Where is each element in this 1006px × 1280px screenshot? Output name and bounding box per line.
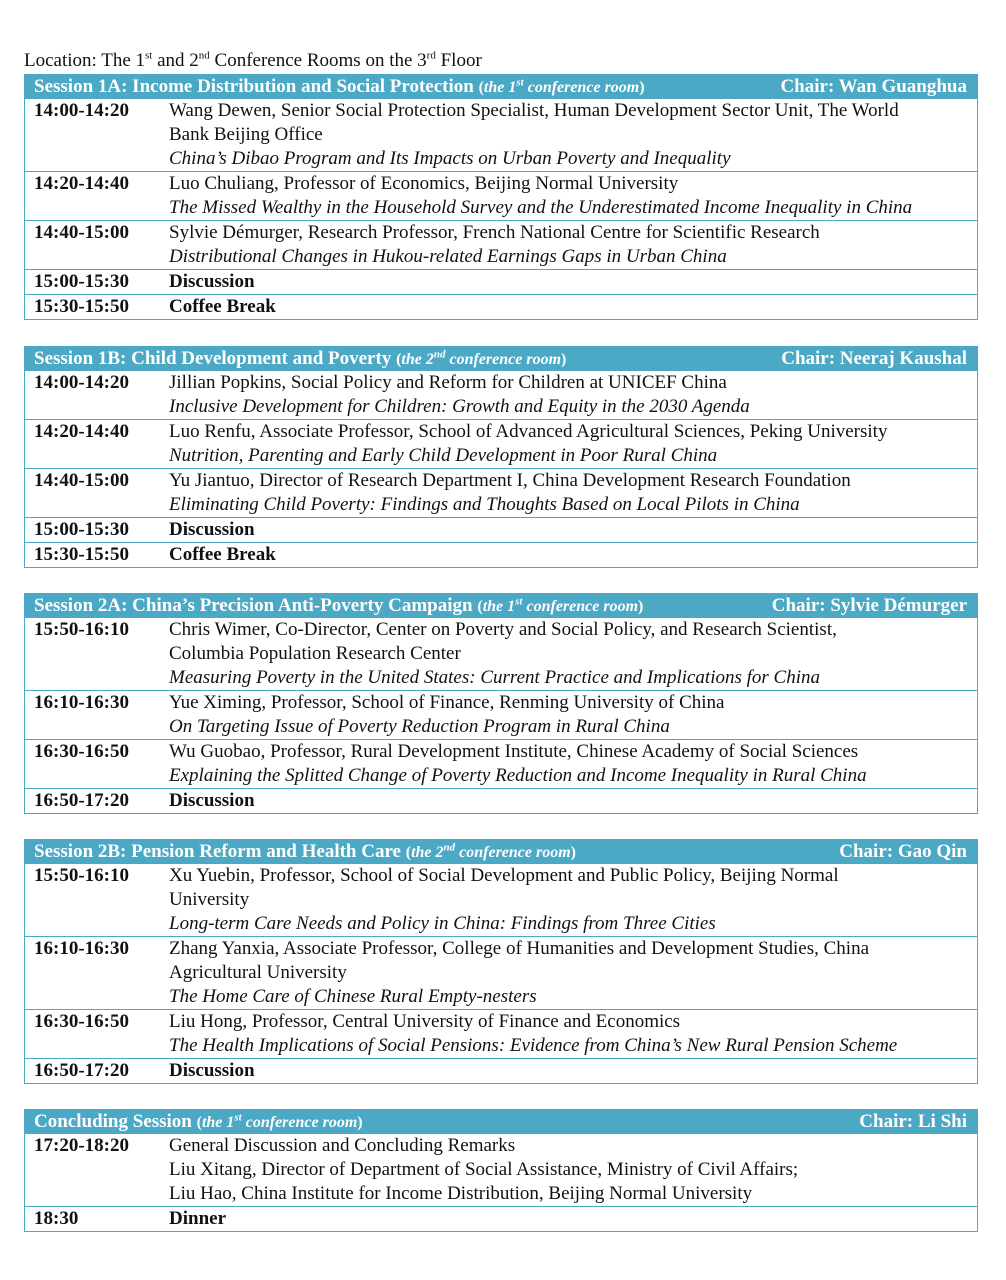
speaker-line: Luo Chuliang, Professor of Economics, Beijing Normal University [169,173,679,194]
location-text: Location: The 1 [24,50,146,71]
agenda-content [169,618,977,690]
paren: ( [477,598,483,615]
talk-title: Explaining the Splitted Change of Poverty Reduction and Income Inequality in Rural China [169,765,867,786]
agenda-time: 16:10-16:30 [34,938,129,959]
talk-title: Distributional Changes in Hukou-related Earnings Gaps in Urban China [169,246,727,267]
room-text: the 2 [411,844,444,861]
speaker-line: Agricultural University [169,962,347,983]
room-text: conference room [241,1114,358,1131]
location-text: and 2 [152,50,199,71]
agenda-row [25,171,977,220]
talk-title: The Health Implications of Social Pensions: Evidence from China’s New Rural Pension Scheme [169,1035,898,1056]
speaker-line: Columbia Population Research Center [169,643,461,664]
agenda-content [169,1010,977,1058]
location-text: Floor [435,50,482,71]
room-text: the 1 [482,598,516,615]
agenda-row [25,1009,977,1058]
agenda-time: 16:50-17:20 [34,790,129,811]
speaker-line: Liu Hao, China Institute for Income Distribution, Beijing Normal University [169,1183,753,1204]
paren: ) [561,351,567,368]
session-header [25,840,977,864]
agenda-time: 14:00-14:20 [34,100,129,121]
agenda-row [25,739,977,788]
agenda-row [25,220,977,269]
speaker-line: Zhang Yanxia, Associate Professor, College of Humanities and Development Studies, China [169,938,870,959]
room-text: conference room [523,79,640,96]
speaker-line: Liu Hong, Professor, Central University of Finance and Economics [169,1011,681,1032]
location-sup: rd [426,49,436,62]
session-title: Session 2A: China’s Precision Anti-Poverty Campaign [34,595,473,616]
agenda-item: Coffee Break [169,296,276,317]
talk-title: On Targeting Issue of Poverty Reduction Program in Rural China [169,716,670,737]
agenda-content [169,937,977,1009]
room-sup: nd [433,348,446,361]
agenda-time: 14:20-14:40 [34,421,129,442]
speaker-line: Sylvie Démurger, Research Professor, French National Centre for Scientific Research [169,222,820,243]
agenda-time: 15:00-15:30 [34,271,129,292]
agenda-content [169,1207,977,1231]
paren: ) [570,844,576,861]
agenda-item: Discussion [169,1060,255,1081]
agenda-row [25,1058,977,1083]
room-text: the 2 [401,351,434,368]
agenda-row [25,690,977,739]
agenda-content [169,518,977,542]
session-title: Session 1A: Income Distribution and Social Protection [34,76,474,97]
speaker-line: Luo Renfu, Associate Professor, School of Advanced Agricultural Sciences, Peking University [169,421,888,442]
agenda-time: 18:30 [34,1208,79,1229]
agenda-content [169,270,977,294]
speaker-line: Yu Jiantuo, Director of Research Department I, China Development Research Foundation [169,470,851,491]
speaker-line: Xu Yuebin, Professor, School of Social Development and Public Policy, Beijing Normal [169,865,839,886]
agenda-row [25,294,977,319]
agenda-row [25,269,977,294]
paren: ( [396,351,402,368]
agenda-content [169,172,977,220]
agenda-time: 16:30-16:50 [34,741,129,762]
agenda-item: Discussion [169,271,255,292]
agenda-time: 14:20-14:40 [34,173,129,194]
session-table [24,346,978,568]
room-text: conference room [455,844,571,861]
agenda-time: 15:30-15:50 [34,296,129,317]
agenda-item: Discussion [169,790,255,811]
session-title: Session 2B: Pension Reform and Health Care [34,841,401,862]
speaker-line: Wang Dewen, Senior Social Protection Specialist, Human Development Sector Unit, The World [169,100,899,121]
agenda-time: 14:40-15:00 [34,222,129,243]
agenda-row [25,371,977,419]
session-room [401,348,562,368]
location-line [24,50,482,72]
agenda-row [25,618,977,690]
agenda-content [169,221,977,269]
speaker-line: Bank Beijing Office [169,124,323,145]
room-sup: nd [443,841,456,854]
paren: ( [196,1114,202,1131]
agenda-row [25,99,977,171]
paren: ) [639,79,645,96]
agenda-content [169,420,977,468]
session-header [25,1110,977,1134]
agenda-row [25,936,977,1009]
agenda-content [169,1059,977,1083]
agenda-row [25,419,977,468]
speaker-line: General Discussion and Concluding Remarks [169,1135,516,1156]
speaker-line: University [169,889,250,910]
room-text: the 1 [201,1114,235,1131]
agenda-row [25,788,977,813]
room-text: conference room [522,598,639,615]
agenda-row [25,468,977,517]
session-title-group [34,594,643,619]
talk-title: Measuring Poverty in the United States: Current Practice and Implications for China [169,667,821,688]
session-room [483,76,640,96]
agenda-time: 14:00-14:20 [34,372,129,393]
agenda-time: 15:50-16:10 [34,619,129,640]
agenda-item: Discussion [169,519,255,540]
agenda-time: 17:20-18:20 [34,1135,129,1156]
agenda-time: 15:50-16:10 [34,865,129,886]
session-table [24,593,978,814]
room-text: the 1 [483,79,517,96]
room-text: conference room [445,351,562,368]
agenda-content [169,691,977,739]
paren: ( [478,79,484,96]
agenda-time: 15:00-15:30 [34,519,129,540]
session-chair: Chair: Gao Qin [839,841,967,862]
agenda-content [169,789,977,813]
paren: ( [405,844,412,861]
location-sup: nd [198,49,210,62]
session-header [25,594,977,618]
agenda-content [169,371,977,419]
location-sup: st [145,49,153,62]
session-table [24,839,978,1084]
talk-title: The Missed Wealthy in the Household Survey and the Underestimated Income Inequality in China [169,197,913,218]
agenda-item: Dinner [169,1208,226,1229]
agenda-content [169,740,977,788]
session-chair: Chair: Neeraj Kaushal [781,348,967,369]
paren: ) [357,1114,363,1131]
session-title-group [34,75,645,100]
talk-title: Inclusive Development for Children: Growth and Equity in the 2030 Agenda [169,396,750,417]
speaker-line: Chris Wimer, Co-Director, Center on Poverty and Social Policy, and Research Scientist, [169,619,837,640]
agenda-time: 14:40-15:00 [34,470,129,491]
agenda-content [169,99,977,171]
agenda-time: 16:10-16:30 [34,692,129,713]
speaker-line: Jillian Popkins, Social Policy and Reform for Children at UNICEF China [169,372,727,393]
paren: ) [638,598,644,615]
room-sup: st [515,595,523,608]
talk-title: China’s Dibao Program and Its Impacts on Urban Poverty and Inequality [169,148,731,169]
agenda-row [25,517,977,542]
agenda-row [25,1134,977,1206]
agenda-time: 15:30-15:50 [34,544,129,565]
agenda-item: Coffee Break [169,544,276,565]
session-chair: Chair: Sylvie Démurger [771,595,967,616]
session-chair: Chair: Li Shi [859,1111,967,1132]
agenda-content [169,469,977,517]
session-header [25,75,977,99]
session-table [24,1109,978,1232]
session-room [482,595,639,615]
agenda-content [169,1134,977,1206]
talk-title: The Home Care of Chinese Rural Empty-nesters [169,986,537,1007]
session-room [411,841,571,861]
session-title: Session 1B: Child Development and Poverty [34,348,392,369]
talk-title: Nutrition, Parenting and Early Child Development in Poor Rural China [169,445,718,466]
agenda-content [169,543,977,567]
agenda-content [169,864,977,936]
session-chair: Chair: Wan Guanghua [780,76,967,97]
agenda-content [169,295,977,319]
agenda-time: 16:50-17:20 [34,1060,129,1081]
speaker-line: Liu Xitang, Director of Department of Social Assistance, Ministry of Civil Affairs; [169,1159,799,1180]
agenda-row [25,542,977,567]
agenda-time: 16:30-16:50 [34,1011,129,1032]
location-text: Conference Rooms on the 3 [209,50,427,71]
session-title-group [34,347,566,372]
session-title-group [34,840,576,865]
talk-title: Eliminating Child Poverty: Findings and Thoughts Based on Local Pilots in China [169,494,800,515]
speaker-line: Wu Guobao, Professor, Rural Development Institute, Chinese Academy of Social Sciences [169,741,859,762]
session-title-group [34,1110,363,1135]
session-table [24,74,978,320]
session-title: Concluding Session [34,1111,192,1132]
session-header [25,347,977,371]
room-sup: st [234,1111,242,1124]
talk-title: Long-term Care Needs and Policy in China: Findings from Three Cities [169,913,716,934]
agenda-row [25,864,977,936]
agenda-row [25,1206,977,1231]
session-room [201,1111,358,1131]
room-sup: st [516,76,524,89]
speaker-line: Yue Ximing, Professor, School of Finance, Renming University of China [169,692,725,713]
